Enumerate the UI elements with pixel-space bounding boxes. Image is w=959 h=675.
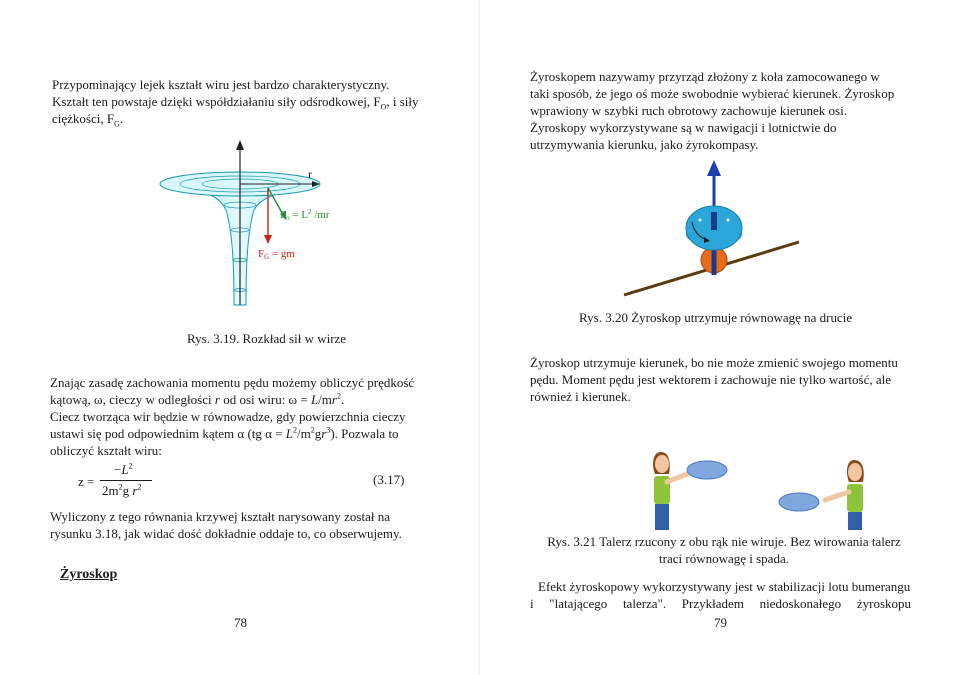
figure-caption-3-21: Rys. 3.21 Talerz rzucony z obu rąk nie wiruje. Bez wirowania talerz traci równowagę i spada. (547, 534, 901, 566)
disc-throw-figure (599, 430, 919, 530)
figure-caption-3-20: Rys. 3.20 Żyroskop utrzymuje równowagę na drucie (579, 310, 853, 325)
right-paragraph-2: Żyroskop utrzymuje kierunek, bo nie może zmienić swojego momentu pędu. Moment pędu jest wektorem i zachowuje nie tylko wartość, ale również i kierunek. (530, 355, 898, 404)
right-paragraph-3: Efekt żyroskopowy wykorzystywany jest w stabilizacji lotu bumerangu i "latającego talerza". Przykładem niedoskonałego żyroskopu (530, 579, 911, 611)
page-number-78: 78 (234, 615, 247, 630)
equation-denominator: $2m^2g$ $r^2$ (102, 482, 142, 498)
intro-line-3: ciężkości, $F_G$. (52, 111, 124, 129)
right-paragraph-1: Żyroskopem nazywamy przyrząd złożony z koła zamocowanego w taki sposób, że jego oś może swobodnie wybierać kierunek. Żyroskop wprawiony w szybki ruch obrotowy zachowuje kierunek osi. Żyroskopy wykorzystywane są w nawigacji i lotnictwie do utrzymywania kierunku, jako żyrokompasy. (530, 69, 895, 152)
figure-caption-3-19: Rys. 3.19. Rozkład sił w wirze (187, 331, 347, 346)
flying-disc-left (687, 461, 727, 479)
intro-line-2: Kształt ten powstaje dzięki współdziałaniu siły odśrodkowej, $F_O$, i siły (52, 94, 419, 112)
equation-lhs: z = (78, 474, 95, 489)
equation-fraction-bar (100, 480, 152, 481)
page-number-79: 79 (714, 615, 727, 630)
catcher-person (825, 460, 864, 530)
thrower-person (653, 452, 687, 530)
vortex-figure (150, 140, 490, 310)
left-page (0, 0, 479, 675)
intro-line-1: Przypominający lejek kształt wiru jest bardzo charakterystyczny. (52, 77, 390, 92)
radius-label: r (308, 167, 312, 181)
left-intro-paragraph (52, 76, 472, 127)
equation-number: (3.17) (373, 472, 405, 487)
gravity-force-label: FG = gm (258, 248, 295, 261)
gyroscope-figure (604, 160, 804, 300)
centrifugal-force-label: $Fo = L^2$ /mr (280, 208, 330, 222)
equation-numerator: $-L^2$ (114, 461, 133, 477)
left-paragraph-1: Znając zasadę zachowania momentu pędu możemy obliczyć prędkość kątową, ω, cieczy w odległości r od osi wiru: $\omega = L/mr^2$. Ciecz tworząca wir będzie w równowadze, gdy powierzchnia cieczy ustawi się pod odpowiednim kątem α (tg $\alpha = L^2/m^2gr^3$). Pozwala to obliczyć kształt wiru: (50, 375, 415, 458)
flying-disc-right (779, 493, 819, 511)
section-heading-zyroskop: Żyroskop (60, 567, 118, 582)
left-paragraph-2: Wyliczony z tego równania krzywej kształt narysowany został na rysunku 3.18, jak widać dość dokładnie oddaje to, co obserwujemy. (50, 509, 402, 541)
right-page (479, 0, 959, 675)
equation-3-17 (78, 461, 405, 502)
